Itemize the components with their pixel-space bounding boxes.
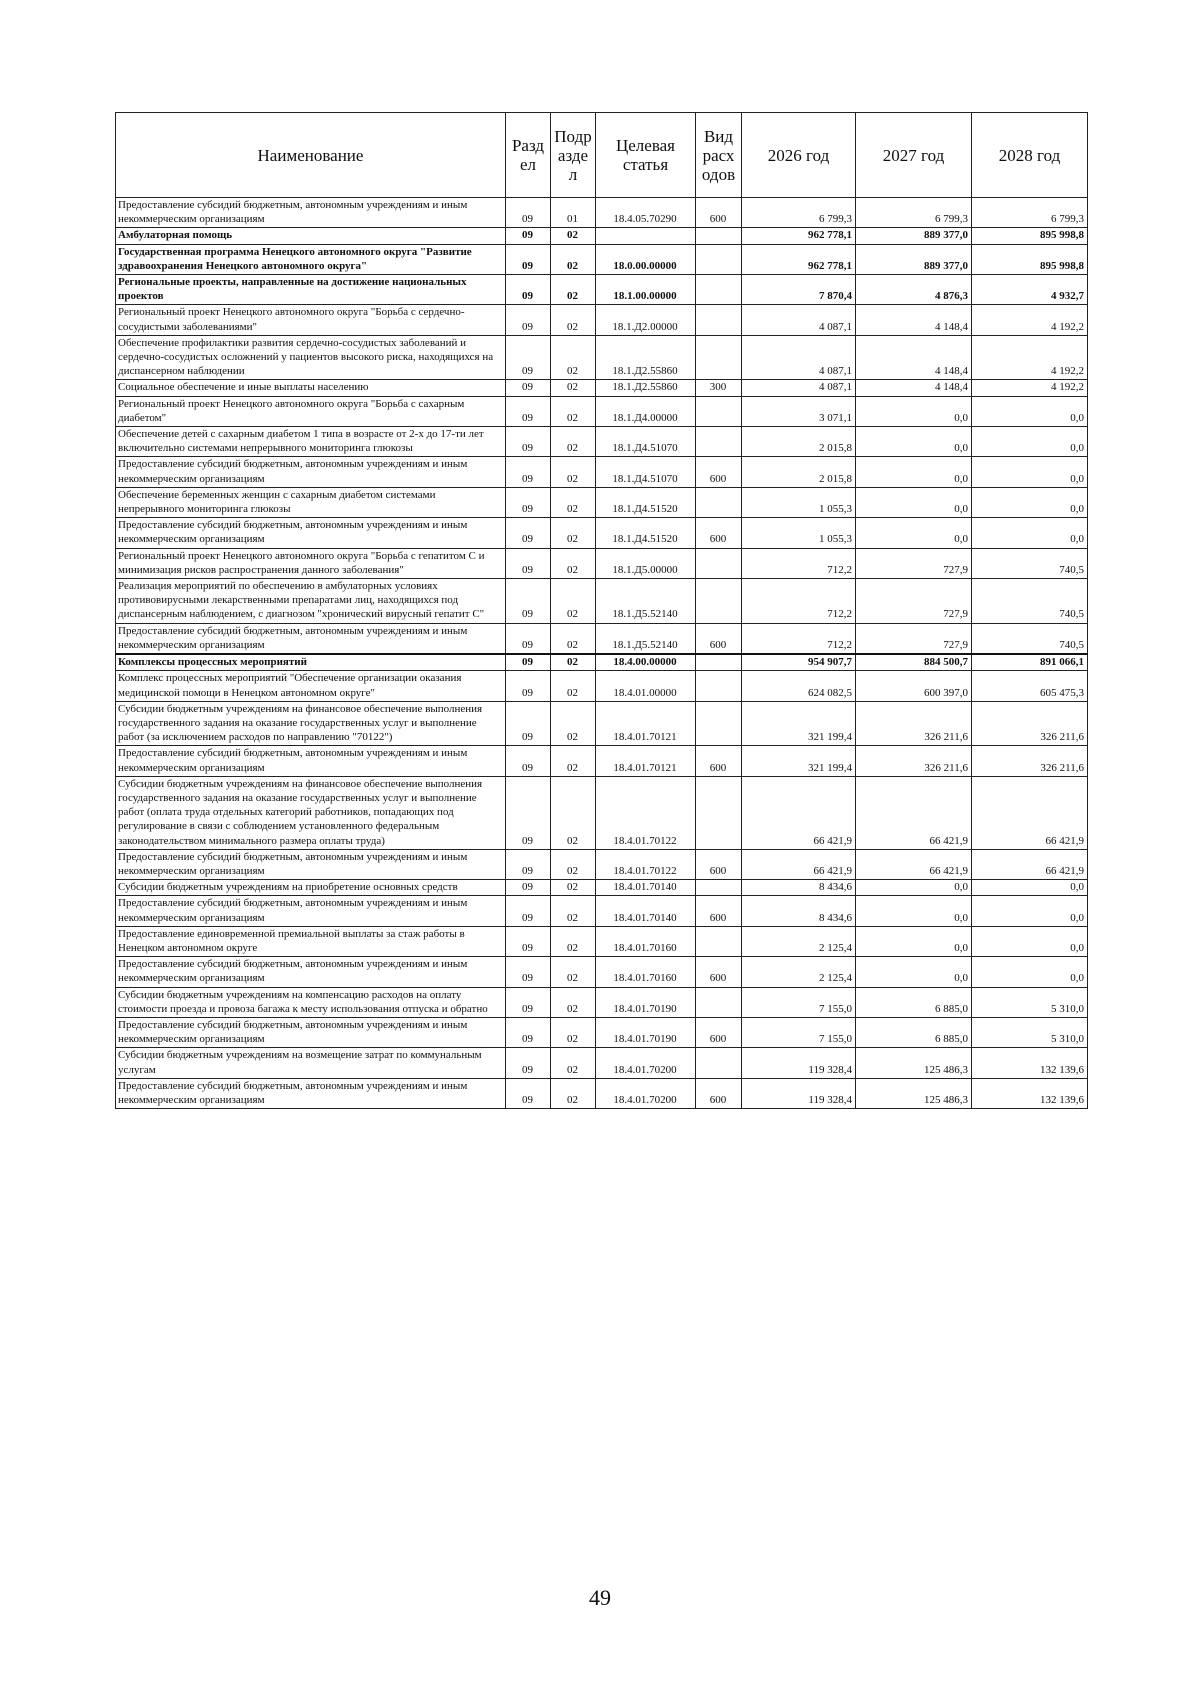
table-row [116,275,1088,305]
row-target-article: 18.1.Д2.55860 [596,380,696,396]
row-name: Предоставление субсидий бюджетным, автономным учреждениям и иным некоммерческим организациям [116,518,506,548]
table-row [116,957,1088,987]
row-value-2027: 66 421,9 [856,849,972,879]
row-target-article: 18.4.01.70122 [596,776,696,849]
row-razdel: 09 [506,1048,551,1078]
row-razdel: 09 [506,776,551,849]
row-podrazdel: 01 [551,198,596,228]
row-value-2027: 0,0 [856,487,972,517]
row-value-2026: 6 799,3 [742,198,856,228]
row-value-2027: 326 211,6 [856,701,972,746]
row-razdel: 09 [506,654,551,671]
row-podrazdel: 02 [551,457,596,487]
row-expense-type [696,579,742,624]
budget-table [115,112,1088,1109]
row-name: Социальное обеспечение и иные выплаты населению [116,380,506,396]
row-target-article: 18.4.01.70190 [596,987,696,1017]
row-razdel: 09 [506,926,551,956]
header-expense-type: Вид расх одов [696,113,742,198]
row-value-2028: 0,0 [972,457,1088,487]
row-target-article: 18.4.01.70200 [596,1048,696,1078]
row-expense-type [696,776,742,849]
row-value-2027: 727,9 [856,623,972,654]
row-value-2027: 125 486,3 [856,1048,972,1078]
row-value-2026: 1 055,3 [742,487,856,517]
row-value-2026: 712,2 [742,548,856,578]
table-row [116,198,1088,228]
row-value-2028: 326 211,6 [972,701,1088,746]
row-target-article: 18.1.00.00000 [596,275,696,305]
row-podrazdel: 02 [551,957,596,987]
row-razdel: 09 [506,396,551,426]
row-podrazdel: 02 [551,849,596,879]
table-row [116,896,1088,926]
row-razdel: 09 [506,275,551,305]
row-razdel: 09 [506,623,551,654]
row-value-2028: 4 192,2 [972,305,1088,335]
row-podrazdel: 02 [551,776,596,849]
table-row [116,926,1088,956]
row-value-2028: 0,0 [972,427,1088,457]
row-name: Предоставление субсидий бюджетным, автономным учреждениям и иным некоммерческим организациям [116,1017,506,1047]
row-value-2028: 6 799,3 [972,198,1088,228]
row-name: Региональный проект Ненецкого автономного округа "Борьба с сердечно-сосудистыми заболеваниями" [116,305,506,335]
row-expense-type [696,228,742,244]
row-razdel: 09 [506,305,551,335]
row-name: Региональный проект Ненецкого автономного округа "Борьба с сахарным диабетом" [116,396,506,426]
row-value-2026: 119 328,4 [742,1048,856,1078]
table-row [116,701,1088,746]
header-year-2026: 2026 год [742,113,856,198]
row-podrazdel: 02 [551,548,596,578]
row-value-2027: 0,0 [856,957,972,987]
table-row [116,396,1088,426]
row-name: Комплексы процессных мероприятий [116,654,506,671]
row-value-2028: 132 139,6 [972,1048,1088,1078]
row-value-2028: 605 475,3 [972,671,1088,701]
row-value-2026: 7 155,0 [742,1017,856,1047]
row-razdel: 09 [506,896,551,926]
row-podrazdel: 02 [551,671,596,701]
table-row [116,548,1088,578]
row-expense-type: 600 [696,198,742,228]
row-expense-type: 600 [696,746,742,776]
row-name: Субсидии бюджетным учреждениям на компенсацию расходов на оплату стоимости проезда и провоза багажа к месту использования отпуска и обратно [116,987,506,1017]
row-expense-type: 600 [696,1078,742,1108]
row-expense-type [696,701,742,746]
row-value-2028: 0,0 [972,896,1088,926]
row-podrazdel: 02 [551,623,596,654]
header-name: Наименование [116,113,506,198]
row-target-article: 18.1.Д4.00000 [596,396,696,426]
row-target-article: 18.1.Д4.51520 [596,518,696,548]
row-podrazdel: 02 [551,1048,596,1078]
table-row [116,244,1088,274]
row-value-2026: 119 328,4 [742,1078,856,1108]
row-razdel: 09 [506,548,551,578]
row-podrazdel: 02 [551,396,596,426]
table-row [116,746,1088,776]
row-expense-type [696,987,742,1017]
row-podrazdel: 02 [551,244,596,274]
row-podrazdel: 02 [551,380,596,396]
row-name: Обеспечение беременных женщин с сахарным диабетом системами непрерывного мониторинга глюкозы [116,487,506,517]
row-razdel: 09 [506,244,551,274]
row-value-2027: 727,9 [856,579,972,624]
row-razdel: 09 [506,880,551,896]
row-expense-type: 600 [696,518,742,548]
row-target-article: 18.4.00.00000 [596,654,696,671]
row-name: Региональные проекты, направленные на достижение национальных проектов [116,275,506,305]
row-razdel: 09 [506,957,551,987]
row-target-article: 18.1.Д4.51520 [596,487,696,517]
row-name: Предоставление субсидий бюджетным, автономным учреждениям и иным некоммерческим организациям [116,957,506,987]
header-razdel: Разд ел [506,113,551,198]
header-year-2027: 2027 год [856,113,972,198]
row-value-2027: 0,0 [856,926,972,956]
row-name: Обеспечение профилактики развития сердечно-сосудистых заболеваний и сердечно-сосудистых осложнений у пациентов высокого риска, находящихся на диспансерном наблюдении [116,335,506,380]
row-value-2028: 0,0 [972,926,1088,956]
row-value-2028: 740,5 [972,623,1088,654]
row-expense-type [696,926,742,956]
row-value-2027: 0,0 [856,396,972,426]
row-target-article: 18.1.Д2.00000 [596,305,696,335]
table-row [116,671,1088,701]
row-razdel: 09 [506,746,551,776]
header-target-article: Целевая статья [596,113,696,198]
table-row [116,849,1088,879]
row-target-article: 18.4.01.00000 [596,671,696,701]
row-value-2026: 3 071,1 [742,396,856,426]
row-value-2026: 8 434,6 [742,896,856,926]
row-value-2028: 132 139,6 [972,1078,1088,1108]
table-row [116,1017,1088,1047]
row-target-article: 18.4.01.70121 [596,746,696,776]
row-expense-type: 300 [696,380,742,396]
row-target-article: 18.4.01.70200 [596,1078,696,1108]
row-value-2027: 0,0 [856,880,972,896]
row-expense-type [696,487,742,517]
row-target-article: 18.4.01.70140 [596,880,696,896]
row-target-article: 18.4.01.70190 [596,1017,696,1047]
row-razdel: 09 [506,335,551,380]
row-name: Субсидии бюджетным учреждениям на финансовое обеспечение выполнения государственного задания на оказание государственных услуг и выполнение работ (оплата труда отдельных категорий работников, попадающих под регулирование в связи с соблюдением установленного федеральным законодательством минимального размера оплаты труда) [116,776,506,849]
row-expense-type [696,427,742,457]
row-name: Предоставление субсидий бюджетным, автономным учреждениям и иным некоммерческим организациям [116,746,506,776]
table-row [116,880,1088,896]
row-name: Предоставление субсидий бюджетным, автономным учреждениям и иным некоммерческим организациям [116,1078,506,1108]
row-expense-type: 600 [696,896,742,926]
header-year-2028: 2028 год [972,113,1088,198]
table-header-row [116,113,1088,198]
row-target-article: 18.1.Д5.52140 [596,579,696,624]
row-razdel: 09 [506,198,551,228]
row-podrazdel: 02 [551,896,596,926]
row-value-2026: 4 087,1 [742,305,856,335]
row-value-2026: 2 125,4 [742,957,856,987]
row-target-article: 18.1.Д4.51070 [596,457,696,487]
row-target-article: 18.0.00.00000 [596,244,696,274]
row-value-2027: 0,0 [856,457,972,487]
row-target-article: 18.1.Д5.52140 [596,623,696,654]
row-name: Субсидии бюджетным учреждениям на приобретение основных средств [116,880,506,896]
row-value-2026: 8 434,6 [742,880,856,896]
table-body [116,198,1088,1109]
table-row [116,380,1088,396]
header-podrazdel: Подр азде л [551,113,596,198]
row-expense-type: 600 [696,849,742,879]
row-value-2027: 4 148,4 [856,380,972,396]
row-podrazdel: 02 [551,518,596,548]
row-razdel: 09 [506,671,551,701]
row-expense-type: 600 [696,1017,742,1047]
table-row [116,518,1088,548]
table-row [116,579,1088,624]
row-podrazdel: 02 [551,579,596,624]
row-razdel: 09 [506,579,551,624]
row-expense-type [696,244,742,274]
row-value-2026: 321 199,4 [742,746,856,776]
row-value-2028: 740,5 [972,548,1088,578]
row-value-2026: 1 055,3 [742,518,856,548]
row-value-2027: 125 486,3 [856,1078,972,1108]
row-value-2028: 5 310,0 [972,987,1088,1017]
row-podrazdel: 02 [551,1017,596,1047]
row-value-2028: 0,0 [972,396,1088,426]
row-podrazdel: 02 [551,987,596,1017]
table-row [116,487,1088,517]
row-value-2026: 624 082,5 [742,671,856,701]
row-target-article: 18.1.Д2.55860 [596,335,696,380]
row-value-2026: 66 421,9 [742,776,856,849]
row-value-2026: 962 778,1 [742,228,856,244]
row-name: Предоставление единовременной премиальной выплаты за стаж работы в Ненецком автономном округе [116,926,506,956]
table-row [116,987,1088,1017]
row-name: Реализация мероприятий по обеспечению в амбулаторных условиях противовирусными лекарственными препаратами лиц, находящихся под диспансерным наблюдением, с диагнозом "хронический вирусный гепатит С" [116,579,506,624]
row-razdel: 09 [506,487,551,517]
row-value-2028: 66 421,9 [972,849,1088,879]
row-value-2028: 891 066,1 [972,654,1088,671]
table-row [116,457,1088,487]
row-value-2026: 7 870,4 [742,275,856,305]
table-row [116,335,1088,380]
row-expense-type [696,548,742,578]
row-value-2027: 6 885,0 [856,987,972,1017]
row-expense-type [696,335,742,380]
row-expense-type: 600 [696,957,742,987]
row-value-2026: 2 125,4 [742,926,856,956]
row-razdel: 09 [506,457,551,487]
row-expense-type [696,275,742,305]
table-row [116,1078,1088,1108]
row-expense-type [696,654,742,671]
table-row [116,776,1088,849]
row-value-2027: 4 876,3 [856,275,972,305]
row-value-2028: 0,0 [972,518,1088,548]
page-number: 49 [589,1585,611,1610]
row-value-2027: 889 377,0 [856,244,972,274]
row-value-2027: 66 421,9 [856,776,972,849]
row-value-2028: 0,0 [972,880,1088,896]
row-value-2027: 884 500,7 [856,654,972,671]
row-podrazdel: 02 [551,746,596,776]
row-value-2028: 4 192,2 [972,335,1088,380]
table-row [116,427,1088,457]
row-target-article: 18.4.01.70160 [596,926,696,956]
row-podrazdel: 02 [551,427,596,457]
row-value-2026: 66 421,9 [742,849,856,879]
row-value-2026: 962 778,1 [742,244,856,274]
row-value-2028: 5 310,0 [972,1017,1088,1047]
row-target-article [596,228,696,244]
table-row [116,654,1088,671]
row-value-2028: 0,0 [972,487,1088,517]
row-podrazdel: 02 [551,1078,596,1108]
row-razdel: 09 [506,228,551,244]
row-value-2026: 2 015,8 [742,427,856,457]
row-name: Субсидии бюджетным учреждениям на возмещение затрат по коммунальным услугам [116,1048,506,1078]
row-podrazdel: 02 [551,654,596,671]
row-podrazdel: 02 [551,487,596,517]
row-value-2028: 4 932,7 [972,275,1088,305]
row-value-2027: 0,0 [856,896,972,926]
row-value-2027: 600 397,0 [856,671,972,701]
row-value-2028: 326 211,6 [972,746,1088,776]
row-value-2026: 7 155,0 [742,987,856,1017]
row-expense-type [696,1048,742,1078]
row-value-2027: 727,9 [856,548,972,578]
row-target-article: 18.1.Д4.51070 [596,427,696,457]
row-target-article: 18.4.01.70121 [596,701,696,746]
row-value-2026: 2 015,8 [742,457,856,487]
row-expense-type [696,305,742,335]
table-row [116,228,1088,244]
table-row [116,623,1088,654]
row-razdel: 09 [506,1078,551,1108]
row-value-2028: 895 998,8 [972,228,1088,244]
row-value-2026: 712,2 [742,579,856,624]
row-value-2027: 4 148,4 [856,305,972,335]
row-podrazdel: 02 [551,275,596,305]
row-name: Субсидии бюджетным учреждениям на финансовое обеспечение выполнения государственного задания на оказание государственных услуг и выполнение работ (за исключением расходов по направлению "70122") [116,701,506,746]
row-razdel: 09 [506,1017,551,1047]
row-value-2027: 0,0 [856,427,972,457]
row-name: Государственная программа Ненецкого автономного округа "Развитие здравоохранения Ненецкого автономного округа" [116,244,506,274]
row-value-2026: 4 087,1 [742,335,856,380]
row-expense-type [696,880,742,896]
row-name: Предоставление субсидий бюджетным, автономным учреждениям и иным некоммерческим организациям [116,457,506,487]
row-target-article: 18.4.05.70290 [596,198,696,228]
row-value-2028: 740,5 [972,579,1088,624]
row-value-2027: 0,0 [856,518,972,548]
row-value-2026: 954 907,7 [742,654,856,671]
row-expense-type: 600 [696,457,742,487]
row-podrazdel: 02 [551,926,596,956]
row-name: Региональный проект Ненецкого автономного округа "Борьба с гепатитом С и минимизация рисков распространения данного заболевания" [116,548,506,578]
row-razdel: 09 [506,427,551,457]
row-podrazdel: 02 [551,305,596,335]
row-name: Обеспечение детей с сахарным диабетом 1 типа в возрасте от 2-х до 17-ти лет включительно системами непрерывного мониторинга глюкозы [116,427,506,457]
row-value-2028: 895 998,8 [972,244,1088,274]
row-razdel: 09 [506,518,551,548]
row-razdel: 09 [506,380,551,396]
table-row [116,1048,1088,1078]
row-expense-type [696,671,742,701]
row-razdel: 09 [506,701,551,746]
row-value-2026: 712,2 [742,623,856,654]
row-podrazdel: 02 [551,880,596,896]
row-name: Предоставление субсидий бюджетным, автономным учреждениям и иным некоммерческим организациям [116,849,506,879]
row-value-2027: 889 377,0 [856,228,972,244]
row-value-2027: 6 799,3 [856,198,972,228]
row-target-article: 18.4.01.70122 [596,849,696,879]
row-podrazdel: 02 [551,335,596,380]
row-value-2026: 4 087,1 [742,380,856,396]
row-name: Амбулаторная помощь [116,228,506,244]
row-expense-type [696,396,742,426]
row-value-2026: 321 199,4 [742,701,856,746]
row-razdel: 09 [506,987,551,1017]
row-name: Предоставление субсидий бюджетным, автономным учреждениям и иным некоммерческим организациям [116,623,506,654]
row-target-article: 18.1.Д5.00000 [596,548,696,578]
row-name: Предоставление субсидий бюджетным, автономным учреждениям и иным некоммерческим организациям [116,896,506,926]
row-value-2028: 4 192,2 [972,380,1088,396]
row-name: Предоставление субсидий бюджетным, автономным учреждениям и иным некоммерческим организациям [116,198,506,228]
row-expense-type: 600 [696,623,742,654]
row-value-2028: 0,0 [972,957,1088,987]
row-razdel: 09 [506,849,551,879]
row-value-2027: 326 211,6 [856,746,972,776]
row-target-article: 18.4.01.70160 [596,957,696,987]
table-row [116,305,1088,335]
row-name: Комплекс процессных мероприятий "Обеспечение организации оказания медицинской помощи в Ненецком автономном округе" [116,671,506,701]
row-podrazdel: 02 [551,228,596,244]
row-value-2027: 6 885,0 [856,1017,972,1047]
row-target-article: 18.4.01.70140 [596,896,696,926]
row-value-2027: 4 148,4 [856,335,972,380]
row-value-2028: 66 421,9 [972,776,1088,849]
row-podrazdel: 02 [551,701,596,746]
